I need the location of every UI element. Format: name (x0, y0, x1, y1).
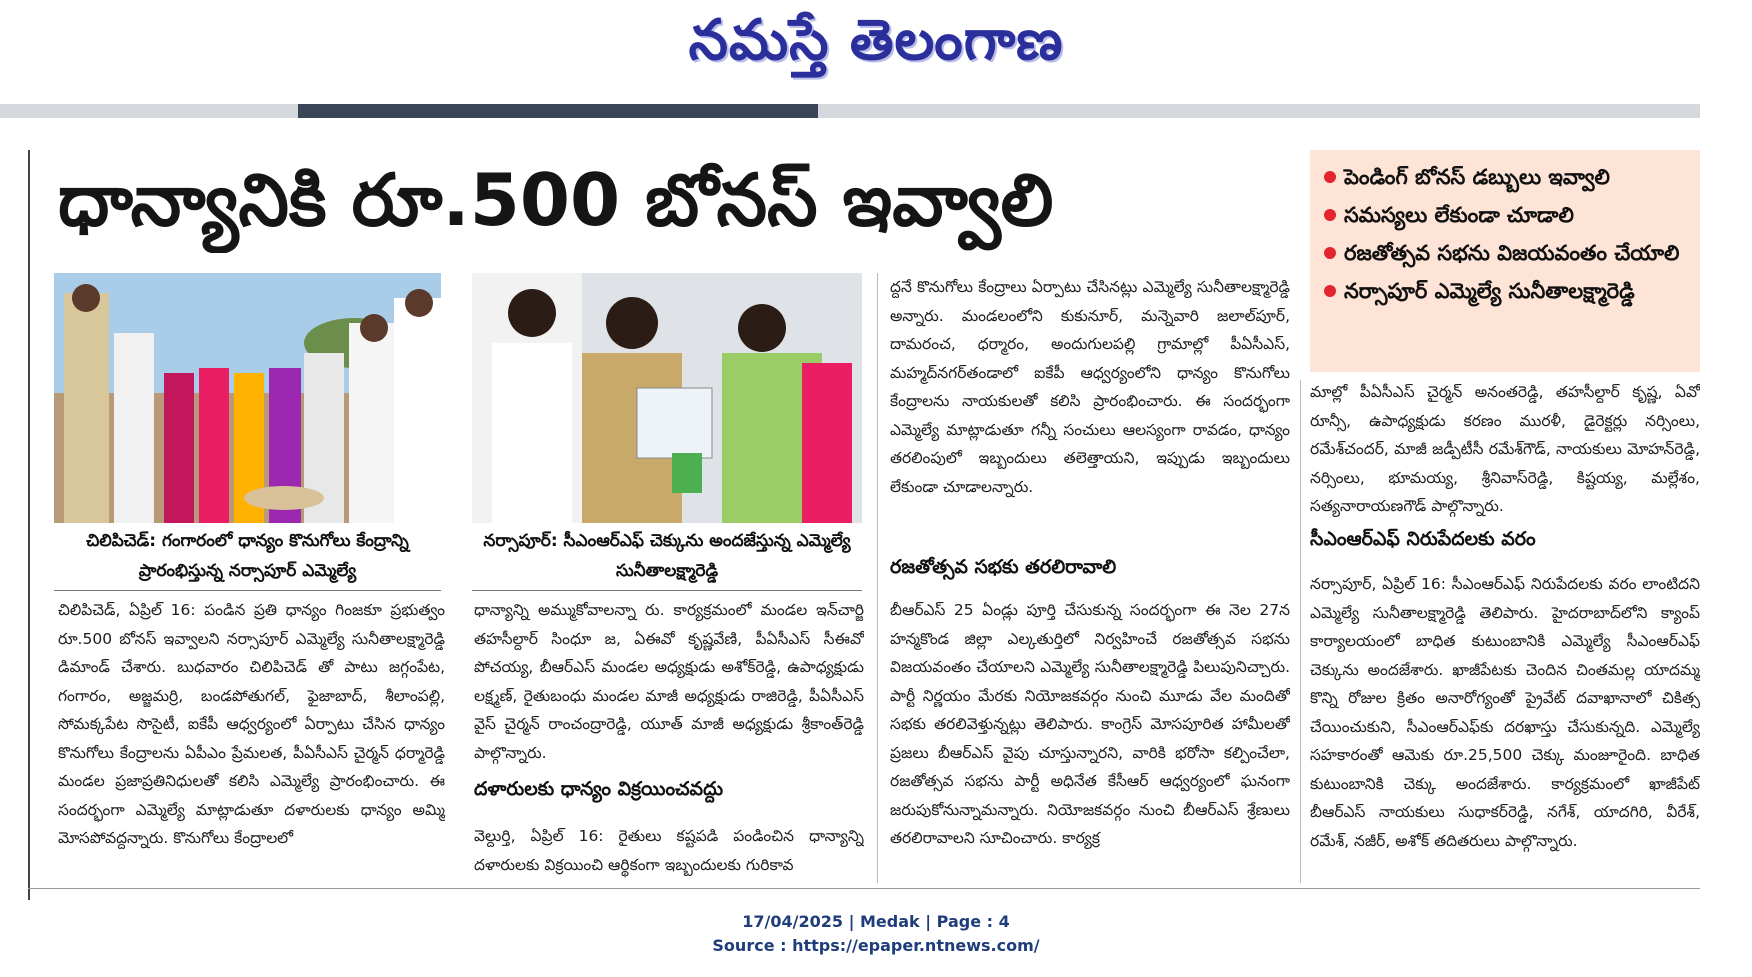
article-column-4: మాల్లో పీఏసీఎస్ చైర్మన్ అనంతరెడ్డి, తహసీల్దార్ కృష్ణ, ఏవో రూన్సీ, ఉపాధ్యక్షుడు కరణం మురళీ, డైరెక్టర్లు నర్సింలు, రమేశ్‌చందర్, మాజీ జడ్పీటీసీ రమేశ్‌గౌడ్, నాయకులు మోహన్‌రెడ్డి, నర్సింలు, భూమయ్య, శ్రీనివాస్‌రెడ్డి, కిష్టయ్య, మల్లేశం, సత్యనారాయణగౌడ్ పాల్గొన్నారు. (1310, 383, 1700, 515)
photo-paddy-center-inauguration (54, 273, 441, 523)
bullet-icon (1324, 171, 1336, 183)
article-column-1: చిలిపిచెడ్, ఏప్రిల్ 16: పండిన ప్రతి ధాన్యం గింజకూ ప్రభుత్వం రూ.500 బోనస్ ఇవ్వాలని నర్సాపూర్ ఎమ్మెల్యే సునీతాలక్ష్మారెడ్డి డిమాండ్ చేశారు. బుధవారం చిలిపిచెడ్ తో పాటు జగ్గంపేట, గంగారం, అజ్జమర్రి, బండపోతుగల్, ఫైజాబాద్, శీలాంపల్లి, సోమక్కపేట సొసైటీ, ఐకేపీ ఆధ్వర్యంలో ఏర్పాటు చేసిన ధాన్యం కొనుగోలు కేంద్రాలను ఏపీఎం ప్రేమలత, పీఏసీఎస్ చైర్మన్ ధర్మారెడ్డి మండల ప్రజాప్రతినిధులతో కలిసి ఎమ్మెల్యే ప్రారంభించారు. ఈ సందర్భంగా ఎమ్మెల్యే మాట్లాడుతూ దళారులకు ధాన్యం అమ్మి మోసపోవద్దన్నారు. కొనుగోలు కేంద్రాలలో (58, 601, 445, 847)
footer-date-edition: 17/04/2025 | Medak | Page : 4 (742, 912, 1010, 931)
bottom-rule (28, 888, 1700, 889)
photo2-caption: నర్సాపూర్: సీఎంఆర్ఎఫ్ చెక్కును అందజేస్తున్న ఎమ్మెల్యే సునీతాలక్ష్మారెడ్డి (483, 531, 851, 581)
caption-rule (472, 590, 862, 591)
highlights-box (1310, 150, 1700, 372)
photo1-caption: చిలిపిచెడ్: గంగారంలో ధాన్యం కొనుగోలు కేంద్రాన్ని ప్రారంభిస్తున్న నర్సాపూర్ ఎమ్మెల్యే (86, 531, 409, 581)
article-column-4-continued: నర్సాపూర్, ఏప్రిల్ 16: సీఎంఆర్ఎఫ్ నిరుపేదలకు వరం లాంటిదని ఎమ్మెల్యే సునీతాలక్ష్మారెడ్డి తెలిపారు. హైదరాబాద్‌లోని క్యాంప్ కార్యాలయంలో బాధిత కుటుంబానికి ఎమ్మెల్యే సీఎంఆర్ఎఫ్ చెక్కును అందజేశారు. ఖాజీపేటకు చెందిన చింతమల్ల యాదమ్మ కొన్ని రోజుల క్రితం అనారోగ్యంతో ప్రైవేట్ దవాఖానాలో చికిత్స చేయించుకుని, సీఎంఆర్ఎఫ్‌కు దరఖాస్తు చేసుకున్నది. ఎమ్మెల్యే సహకారంతో ఆమెకు రూ.25,500 చెక్కు మంజూరైంది. బాధిత కుటుంబానికి చెక్కు అందజేశారు. కార్యక్రమంలో ఖాజీపేట్ బీఆర్ఎస్ నాయకులు సుధాకర్‌రెడ్డి, నగేశ్, యాదగిరి, వీరేశ్, రమేశ్, నజీర్, అశోక్ తదితరులు పాల్గొన్నారు. (1310, 575, 1700, 850)
footer-source-link[interactable]: Source : https://epaper.ntnews.com/ (712, 936, 1040, 955)
article-column-2: ధాన్యాన్ని అమ్ముకోవాలన్నా రు. కార్యక్రమంలో మండల ఇన్‌చార్జి తహసీల్దార్ సింధూ జ, ఏఈవో కృష్ణవేణి, పీఏసీఎస్ సీఈవో పోచయ్య, బీఆర్ఎస్ మండల అధ్యక్షుడు అశోక్‌రెడ్డి, ఉపాధ్యక్షుడు లక్ష్మణ్, రైతుబంధు మండల మాజీ అధ్యక్షుడు రాజిరెడ్డి, పీఏసీఎస్ వైస్ చైర్మన్ రాంచంద్రారెడ్డి, యూత్ మాజీ అధ్యక్షుడు శ్రీకాంత్‌రెడ్డి పాల్గొన్నారు. (474, 601, 864, 762)
highlight-item: నర్సాపూర్ ఎమ్మెల్యే సునీతాలక్ష్మారెడ్డి (1322, 272, 1688, 310)
article-headline: ధాన్యానికి రూ.500 బోనస్ ఇవ్వాలి (58, 158, 1054, 242)
subheading: సీఎంఆర్ఎఫ్ నిరుపేదలకు వరం (1310, 528, 1536, 550)
page-left-rule (28, 150, 30, 900)
caption-rule (54, 590, 441, 591)
subheading: దళారులకు ధాన్యం విక్రయించవద్దు (474, 778, 724, 800)
article-column-3-continued: బీఆర్ఎస్ 25 ఏండ్లు పూర్తి చేసుకున్న సందర్భంగా ఈ నెల 27న హన్మకొండ జిల్లా ఎల్కతుర్తిలో నిర్వహించే రజతోత్సవ సభను విజయవంతం చేయాలని ఎమ్మెల్యే సునీతాలక్ష్మారెడ్డి పిలుపునిచ్చారు. పార్టీ నిర్ణయం మేరకు నియోజకవర్గం నుంచి మూడు వేల మందితో సభకు తరలివెళ్తున్నట్లు తెలిపారు. కాంగ్రెస్ మోసపూరిత హామీలతో ప్రజలు బీఆర్ఎస్ వైపు చూస్తున్నారని, వారికి భరోసా కల్పించేలా, రజతోత్సవ సభను పార్టీ అధినేత కేసీఆర్ ఆధ్వర్యంలో ఘనంగా జరుపుకోనున్నామన్నారు. నియోజకవర్గం నుంచి బీఆర్ఎస్ శ్రేణులు తరలిరావాలని సూచించారు. కార్యక్ర (890, 601, 1290, 847)
highlight-item: రజతోత్సవ సభను విజయవంతం చేయాలి (1322, 234, 1688, 272)
highlight-item: పెండింగ్ బోనస్ డబ్బులు ఇవ్వాలి (1322, 158, 1688, 196)
bullet-icon (1324, 285, 1336, 297)
bullet-icon (1324, 247, 1336, 259)
newspaper-masthead: నమస్తే తెలంగాణ (688, 8, 1064, 73)
masthead-rule (0, 104, 1700, 118)
photo-cmrf-cheque (472, 273, 862, 523)
subheading: రజతోత్సవ సభకు తరలిరావాలి (890, 556, 1117, 578)
column-separator (1300, 380, 1301, 883)
article-column-3: ద్దనే కొనుగోలు కేంద్రాలు ఏర్పాటు చేసినట్లు ఎమ్మెల్యే సునీతాలక్ష్మారెడ్డి అన్నారు. మండలంలోని కుకునూర్, మన్నెవారి జలాల్‌పూర్, దామరంచ, ధర్మారం, అందుగులపల్లి గ్రామాల్లో పీఏసీఎస్, మహ్మద్‌నగర్‌తండాలో ఐకేపీ ఆధ్వర్యంలోని ధాన్యం కొనుగోలు కేంద్రాలను నాయకులతో కలిసి ప్రారంభించారు. ఈ సందర్భంగా ఎమ్మెల్యే మాట్లాడుతూ గన్నీ సంచులు ఆలస్యంగా రావడం, ధాన్యం తరలింపులో ఇబ్బందులు తలెత్తాయని, ఇప్పుడు ఇబ్బందులు లేకుండా చూడాలన్నారు. (890, 278, 1290, 496)
article-column-2-continued: వెల్దుర్తి, ఏప్రిల్ 16: రైతులు కష్టపడి పండించిన ధాన్యాన్ని దళారులకు విక్రయించి ఆర్థికంగా ఇబ్బందులకు గురికావ (474, 827, 864, 874)
masthead-rule-accent (298, 104, 818, 118)
highlight-item: సమస్యలు లేకుండా చూడాలి (1322, 196, 1688, 234)
column-separator (877, 273, 878, 883)
bullet-icon (1324, 209, 1336, 221)
